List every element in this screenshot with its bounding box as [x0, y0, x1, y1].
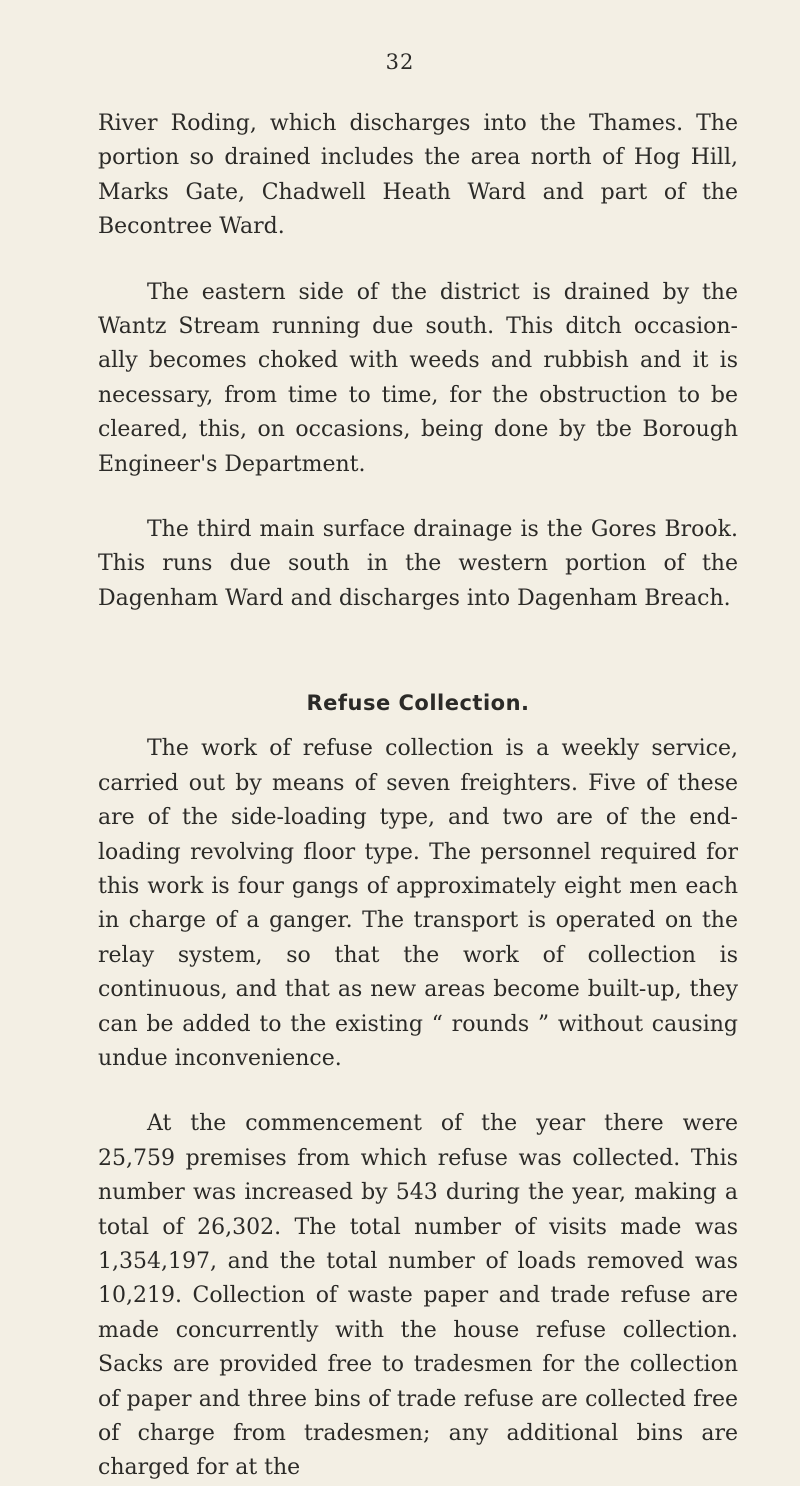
paragraph-gores-brook: The third main surface drainage is the Gores Brook. This runs due south in the western portion of the Dagenham Ward and discharges into Dagenham Breach.	[98, 517, 738, 611]
section-heading: Refuse Collection.	[306, 691, 530, 716]
paragraph-wantz-stream: The eastern side of the district is drained by the Wantz Stream running due south. This ditch occasion- ally becomes choked with weeds and rubbish and it is necessary, from time to time, for the obstruction to be cleared, this, on occasions, being done by tbe Borough Engineer's Department.	[98, 279, 738, 477]
page-number: 32	[385, 50, 415, 74]
body-text	[98, 107, 738, 1486]
paragraph-refuse-statistics: At the commencement of the year there were 25,759 premises from which refuse was collected. This number was increased by 543 during the year, making a total of 26,302. The total number of visits made was 1,354,197, and the total number of loads removed was 10,219. Collection of waste paper and trade refuse are made concurrently with the house refuse collection. Sacks are provided free to tradesmen for the collection of paper and three bins of trade refuse are collected free of charge from tradesmen; any additional bins are charged for at the	[98, 1111, 738, 1481]
paragraph-river-roding: River Roding, which discharges into the Thames. The portion so drained includes the area north of Hog Hill, Marks Gate, Chadwell Heath Ward and part of the Becontree Ward.	[98, 111, 738, 240]
paragraph-refuse-service: The work of refuse collection is a weekly service, carried out by means of seven freighters. Five of these are of the side-loading type, and two are of the end- loading revolving floor type. The personnel required for this work is four gangs of approximately eight men each in charge of a ganger. The transport is operated on the relay system, so that the work of collection is continuous, and that as new areas become built-up, they can be added to the existing “ rounds ” without causing undue inconvenience.	[98, 736, 738, 1071]
